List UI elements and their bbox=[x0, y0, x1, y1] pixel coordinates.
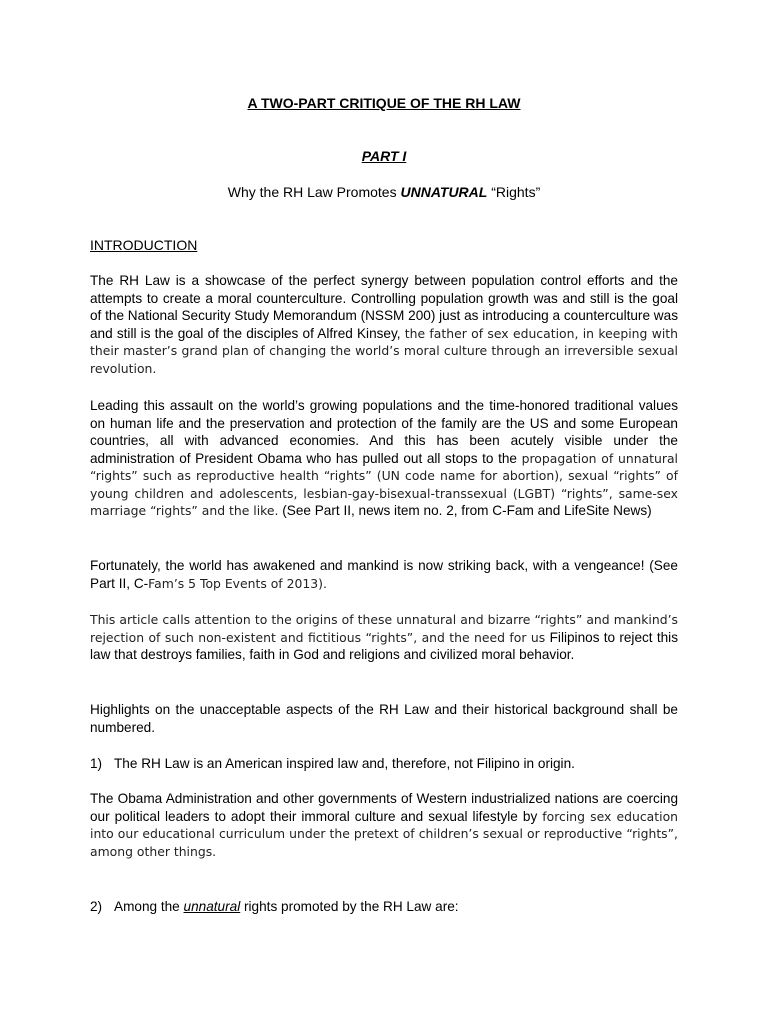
list-item-1-number: 1) bbox=[90, 756, 103, 771]
subtitle-text-before: Why the RH Law Promotes bbox=[227, 184, 401, 200]
list-item-2-text-before: Among the bbox=[114, 899, 184, 914]
list-item-2 bbox=[90, 898, 678, 916]
paragraph-1-part-a: The RH Law is a showcase of the perfect synergy between population control efforts and the attempts to create a moral counterculture. Controlling population growth was and still is the goal of the National Security Study Memorandum (NSSM 200) just as introducing a counterculture was and still is the goal of the disciples of Alfred Kinsey, bbox=[90, 273, 678, 341]
subtitle-text-after: “Rights” bbox=[487, 184, 541, 200]
paragraph-3-part-a: Fortunately, the world has awakened and mankind is now striking back, with a vengeance! (See Part II, C- bbox=[90, 558, 678, 591]
list-item-2-emphasis: unnatural bbox=[183, 899, 241, 914]
section-heading-introduction: INTRODUCTION bbox=[90, 237, 198, 253]
paragraph-4-part-b: Filipinos to reject this law that destroys families, faith in God and religions and civilized moral behavior. bbox=[90, 629, 678, 662]
paragraph-4-part-a: This article calls attention to the origins of these unnatural and bizarre “rights” and mankind’s rejection of such non-existent and fictitious “rights”, and the need for us bbox=[90, 612, 678, 645]
paragraph-2-part-c: (See Part II, news item no. 2, from C-Fam and LifeSite News) bbox=[278, 503, 652, 518]
paragraph-1-part-b: the father of sex education, in keeping with their master’s grand plan of changing the world’s moral culture through an irreversible sexual revolution. bbox=[90, 325, 679, 376]
paragraph-6 bbox=[90, 790, 678, 860]
paragraph-3 bbox=[90, 557, 678, 592]
part-heading: PART I bbox=[361, 148, 407, 164]
paragraph-3-part-b: Fam’s 5 Top Events of 2013). bbox=[148, 575, 327, 591]
paragraph-5: Highlights on the unacceptable aspects of the RH Law and their historical background shall be numbered. bbox=[90, 702, 678, 735]
paragraph-2-part-b: propagation of unnatural “rights” such as reproductive health “rights” (UN code name for abortion), sexual “rights” of young children and adolescents, lesbian-gay-bisexual-transsexual (LGBT) “rights”, same-sex marriage “rights” and the like. bbox=[90, 450, 678, 518]
paragraph-1 bbox=[90, 272, 678, 377]
paragraph-6-part-a: The Obama Administration and other governments of Western industrialized nations are coercing our political leaders to adopt their immoral culture and sexual lifestyle by bbox=[90, 791, 678, 824]
subtitle-emphasis: UNNATURAL bbox=[400, 184, 488, 200]
document-title: A TWO-PART CRITIQUE OF THE RH LAW bbox=[247, 95, 521, 111]
paragraph-6-part-b: forcing sex education into our educational curriculum under the pretext of children’s sexual or reproductive “rights”, among other things. bbox=[90, 808, 678, 859]
list-item-2-number: 2) bbox=[90, 899, 103, 914]
paragraph-2-part-a: Leading this assault on the world’s growing populations and the time-honored traditional values on human life and the preservation and protection of the family are the US and some European countries, all with advanced economies. And this has been acutely visible under the administration of President Obama who has pulled out all stops to the bbox=[90, 398, 678, 466]
paragraph-2 bbox=[90, 397, 678, 520]
paragraph-4 bbox=[90, 611, 678, 664]
list-item-2-text-after: rights promoted by the RH Law are: bbox=[240, 899, 459, 914]
list-item-1-text: The RH Law is an American inspired law and, therefore, not Filipino in origin. bbox=[114, 756, 575, 771]
list-item-1 bbox=[90, 755, 678, 773]
document-subtitle bbox=[0, 183, 768, 201]
